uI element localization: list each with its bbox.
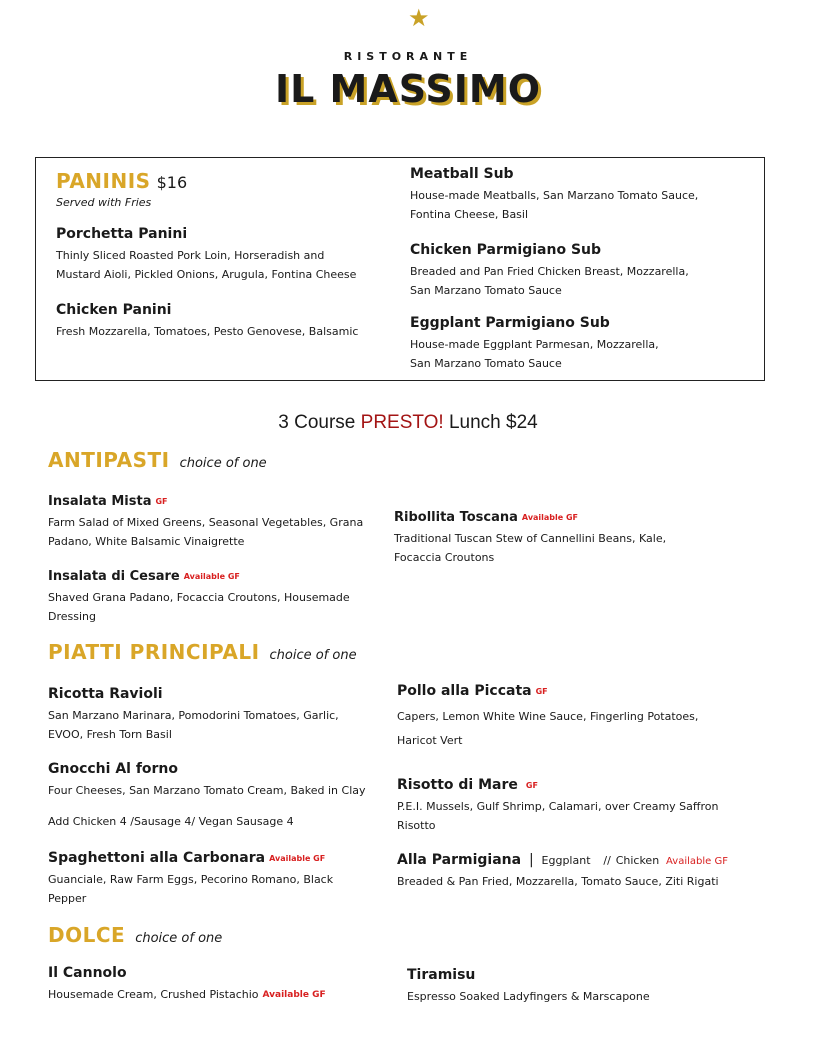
desc-line: P.E.I. Mussels, Gulf Shrimp, Calamari, over Creamy Saffron	[397, 800, 719, 813]
menu-item	[48, 569, 378, 626]
desc-line: EVOO, Fresh Torn Basil	[48, 728, 172, 741]
item-name-row	[394, 510, 734, 525]
desc-line: Mustard Aioli, Pickled Onions, Arugula, Fontina Cheese	[56, 268, 357, 281]
item-name: Porchetta Panini	[56, 226, 188, 242]
desc-line: Four Cheeses, San Marzano Tomato Cream, Baked in Clay	[48, 784, 366, 797]
item-name: Ribollita Toscana	[394, 510, 518, 525]
item-desc	[410, 262, 750, 300]
item-name: Alla Parmigiana	[397, 852, 522, 868]
gf-badge: GF	[525, 780, 538, 790]
menu-item	[407, 967, 757, 1006]
item-name-row	[48, 569, 378, 584]
desc-line: Thinly Sliced Roasted Pork Loin, Horseradish and	[56, 249, 325, 262]
item-option-separator: //	[603, 854, 611, 867]
item-name: Eggplant Parmigiano Sub	[410, 315, 610, 331]
principali-heading	[48, 640, 357, 664]
item-desc	[410, 186, 750, 224]
desc-line: Guanciale, Raw Farm Eggs, Pecorino Romano, Black	[48, 873, 334, 886]
menu-item	[48, 761, 378, 831]
desc-line: Breaded and Pan Fried Chicken Breast, Mozzarella,	[410, 265, 689, 278]
item-desc	[397, 872, 777, 891]
item-name: Insalata Mista	[48, 494, 152, 509]
principali-title: PIATTI PRINCIPALI	[48, 640, 260, 664]
item-desc	[48, 706, 378, 744]
item-name-row	[397, 683, 747, 699]
item-desc	[394, 529, 734, 567]
desc-line: Traditional Tuscan Stew of Cannellini Beans, Kale,	[394, 532, 667, 545]
menu-item	[410, 315, 750, 373]
desc-line: Pepper	[48, 892, 87, 905]
item-name: Pollo alla Piccata	[397, 683, 532, 699]
desc-line: San Marzano Marinara, Pomodorini Tomatoes, Garlic,	[48, 709, 339, 722]
item-option-eggplant: Eggplant	[541, 854, 591, 867]
desc-line: San Marzano Tomato Sauce	[410, 284, 562, 297]
gf-badge: GF	[155, 497, 168, 506]
item-desc	[48, 781, 378, 831]
item-name-row	[397, 852, 777, 868]
principali-choice: choice of one	[269, 648, 357, 663]
paninis-price: $16	[156, 173, 188, 192]
item-name-row	[397, 777, 747, 793]
item-desc	[48, 588, 378, 626]
item-name: Ricotta Ravioli	[48, 686, 163, 702]
dolce-choice: choice of one	[135, 931, 223, 946]
item-desc	[48, 870, 378, 908]
desc-line: Fresh Mozzarella, Tomatoes, Pesto Genovese, Balsamic	[56, 325, 359, 338]
dolce-title: DOLCE	[48, 923, 126, 947]
antipasti-choice: choice of one	[179, 456, 267, 471]
presto-label: PRESTO!	[360, 412, 444, 433]
restaurant-kicker: RISTORANTE	[343, 50, 473, 63]
star-icon: ★	[408, 4, 430, 32]
paninis-note: Served with Fries	[56, 196, 152, 209]
antipasti-title: ANTIPASTI	[48, 448, 170, 472]
menu-item	[48, 686, 378, 744]
item-name: Insalata di Cesare	[48, 569, 180, 584]
item-desc: Espresso Soaked Ladyfingers & Marscapone	[407, 990, 650, 1003]
menu-item	[48, 965, 388, 1005]
desc-line: Dressing	[48, 610, 96, 623]
paninis-title: PANINIS	[56, 169, 151, 193]
item-desc	[410, 335, 750, 373]
lunch-title	[0, 412, 816, 434]
item-desc: Housemade Cream, Crushed Pistachio	[48, 988, 259, 1001]
paninis-heading	[56, 169, 187, 193]
menu-item	[48, 494, 378, 551]
menu-item	[56, 302, 396, 341]
lunch-title-post: Lunch $24	[443, 412, 538, 433]
gf-badge: Available GF	[666, 856, 728, 867]
desc-line: Padano, White Balsamic Vinaigrette	[48, 535, 245, 548]
menu-item	[397, 777, 747, 835]
menu-item	[56, 226, 396, 284]
item-name-row	[48, 850, 378, 866]
desc-line: Shaved Grana Padano, Focaccia Croutons, Housemade	[48, 591, 350, 604]
item-desc	[397, 797, 747, 835]
desc-line: Farm Salad of Mixed Greens, Seasonal Vegetables, Grana	[48, 516, 364, 529]
desc-line: Risotto	[397, 819, 436, 832]
menu-item	[410, 242, 750, 300]
menu-item	[394, 510, 734, 567]
item-name: Gnocchi Al forno	[48, 761, 179, 777]
dolce-heading	[48, 923, 222, 947]
desc-line: Haricot Vert	[397, 734, 463, 747]
gf-badge: Available GF	[521, 513, 579, 522]
item-desc	[397, 705, 747, 753]
gf-badge: Available GF	[269, 853, 326, 863]
menu-item	[410, 166, 750, 224]
gf-badge: Available GF	[262, 989, 326, 1000]
gf-badge: Available GF	[183, 572, 240, 581]
item-name: Chicken Parmigiano Sub	[410, 242, 602, 258]
menu-item	[397, 683, 747, 753]
lunch-title-pre: 3 Course	[278, 412, 361, 433]
item-name-row	[48, 494, 378, 509]
item-name: Il Cannolo	[48, 965, 127, 981]
desc-line: Breaded & Pan Fried, Mozzarella, Tomato Sauce, Ziti Rigati	[397, 875, 719, 888]
restaurant-logo: IL MASSIMO	[274, 67, 542, 111]
item-desc	[48, 513, 378, 551]
desc-line: Fontina Cheese, Basil	[410, 208, 529, 221]
desc-line: Capers, Lemon White Wine Sauce, Fingerling Potatoes,	[397, 710, 699, 723]
menu-item	[48, 850, 378, 908]
menu-item	[397, 852, 777, 891]
item-desc	[56, 322, 396, 341]
desc-line: House-made Eggplant Parmesan, Mozzarella,	[410, 338, 659, 351]
desc-line: House-made Meatballs, San Marzano Tomato Sauce,	[410, 189, 699, 202]
item-name: Meatball Sub	[410, 166, 514, 182]
item-desc-row	[48, 985, 388, 1005]
gf-badge: GF	[535, 686, 548, 696]
item-desc	[56, 246, 396, 284]
item-name: Chicken Panini	[56, 302, 172, 318]
item-separator: |	[528, 852, 534, 868]
antipasti-heading	[48, 448, 267, 472]
desc-line: San Marzano Tomato Sauce	[410, 357, 562, 370]
desc-line: Focaccia Croutons	[394, 551, 495, 564]
item-name: Spaghettoni alla Carbonara	[48, 850, 266, 866]
item-name: Tiramisu	[407, 967, 476, 983]
item-name: Risotto di Mare	[397, 777, 518, 793]
item-addon: Add Chicken 4 /Sausage 4/ Vegan Sausage 4	[48, 815, 294, 828]
item-option-chicken: Chicken	[615, 854, 660, 867]
